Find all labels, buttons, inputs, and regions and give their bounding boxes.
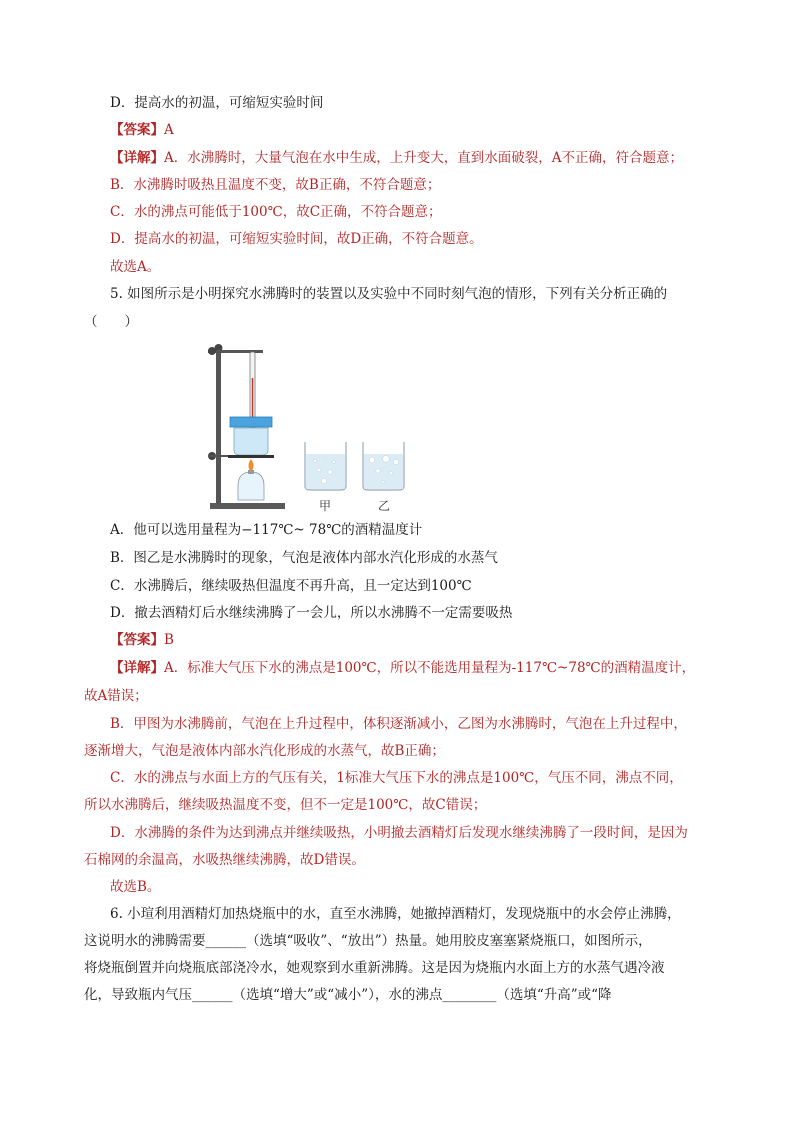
q4-detail-a <box>110 148 683 168</box>
q5-choose <box>110 877 160 897</box>
q6-stem-3 <box>84 958 665 978</box>
q5-detail-d-2-seg: 石棉网的余温高，水吸热继续沸腾，故D错误。 <box>84 852 365 868</box>
beaker <box>234 428 268 455</box>
q5-option-c-seg: C．水沸腾后，继续吸热但温度不再升高，且一定达到100℃ <box>110 578 472 594</box>
q5-option-d-seg: D．撤去酒精灯后水继续沸腾了一会儿，所以水沸腾不一定需要吸热 <box>110 605 513 621</box>
stand-base <box>210 503 285 509</box>
q5-detail-a-1 <box>110 658 695 678</box>
q5-choose-seg: 故选B。 <box>110 879 161 895</box>
q5-detail-c-1 <box>110 768 683 788</box>
q4-choose <box>110 257 160 277</box>
q5-option-d <box>110 603 512 623</box>
q4-answer-seg: 【答案】 <box>110 122 164 138</box>
q5-detail-b-1-seg: B．甲图为水沸腾前，气泡在上升过程中，体积逐渐减小，乙图为水沸腾时，气泡在上升过程中， <box>110 716 687 732</box>
q4-answer-seg: A <box>164 122 174 138</box>
q5-option-b-seg: B．图乙是水沸腾时的现象，气泡是液体内部水汽化形成的水蒸气 <box>110 550 498 566</box>
q4-detail-c-seg: C．水的沸点可能低于100℃，故C正确，不符合题意； <box>110 204 442 220</box>
q5-option-b <box>110 548 498 568</box>
q6-stem-2 <box>84 931 652 951</box>
q5-detail-a-2 <box>84 686 148 706</box>
q5-detail-c-2-seg: 所以水沸腾后，继续吸热温度不变，但不一定是100℃，故C错误； <box>84 797 487 813</box>
q5-answer <box>110 630 174 650</box>
stand-pole <box>216 346 221 504</box>
q5-detail-b-2-seg: 逐渐增大，气泡是液体内部水汽化形成的水蒸气，故B正确； <box>84 743 445 759</box>
q6-stem-4 <box>84 985 612 1005</box>
q5-detail-d-1-seg: D．水沸腾的条件为达到沸点并继续吸热，小明撤去酒精灯后发现水继续沸腾了一段时间，是因为 <box>110 825 688 841</box>
q5-detail-a-1-seg: 【详解】 <box>110 660 164 676</box>
q4-choose-seg: 故选A。 <box>110 259 161 275</box>
q4-detail-b <box>110 175 440 195</box>
experiment-figure <box>200 338 430 518</box>
q6-stem-4-seg: 化，导致瓶内气压______（选填“增大”或“减小”），水的沸点________（选填“升高”或“降 <box>84 987 612 1003</box>
lid <box>230 417 272 427</box>
q4-answer <box>110 120 174 140</box>
q5-detail-a-1-seg: A．标准大气压下水的沸点是100℃，所以不能选用量程为-117℃~78℃的酒精温度计， <box>164 660 696 676</box>
q5-stem-1-seg: 5. 如图所示是小明探究水沸腾时的装置以及实验中不同时刻气泡的情形，下列有关分析正确的 <box>110 286 668 302</box>
q5-detail-c-2 <box>84 795 486 815</box>
q4-detail-a-seg: A．水沸腾时，大量气泡在水中生成，上升变大，直到水面破裂，A不正确，符合题意； <box>164 150 683 166</box>
q4-detail-b-seg: B．水沸腾时吸热且温度不变，故B正确，不符合题意； <box>110 177 441 193</box>
q5-stem-2-seg: （ ） <box>84 314 138 330</box>
q6-stem-1 <box>110 904 681 924</box>
q6-stem-1-seg: 6. 小瑄利用酒精灯加热烧瓶中的水，直至水沸腾，她撤掉酒精灯，发现烧瓶中的水会停止沸腾， <box>110 906 681 922</box>
q5-detail-d-2 <box>84 850 365 870</box>
beaker-jia <box>305 442 346 490</box>
q4-option-d <box>110 93 323 113</box>
alcohol-lamp <box>238 472 264 500</box>
q5-answer-seg: 【答案】 <box>110 632 164 648</box>
q5-detail-d-1 <box>110 823 688 843</box>
q5-detail-a-2-seg: 故A错误； <box>84 688 148 704</box>
q4-detail-a-seg: 【详解】 <box>110 150 164 166</box>
q5-detail-b-1 <box>110 714 687 734</box>
label-jia: 甲 <box>319 499 332 513</box>
q4-detail-c <box>110 202 442 222</box>
q4-detail-d <box>110 229 483 249</box>
q5-stem-2 <box>84 312 138 332</box>
label-yi: 乙 <box>378 499 391 513</box>
q4-detail-d-seg: D．提高水的初温，可缩短实验时间，故D正确，不符合题意。 <box>110 231 483 247</box>
q5-detail-c-1-seg: C．水的沸点与水面上方的气压有关，1标准大气压下水的沸点是100℃，气压不同，沸点不同， <box>110 770 683 786</box>
q5-option-c <box>110 576 472 596</box>
q5-option-a-seg: A．他可以选用量程为−117℃~ 78℃的酒精温度计 <box>110 522 423 538</box>
q5-answer-seg: B <box>164 632 174 648</box>
q6-stem-2-seg: 这说明水的沸腾需要______（选填“吸收”、“放出”）热量。她用胶皮塞塞紧烧瓶口，如图所示， <box>84 933 652 949</box>
q5-option-a <box>110 520 422 540</box>
q6-stem-3-seg: 将烧瓶倒置并向烧瓶底部浇冷水，她观察到水重新沸腾。这是因为烧瓶内水面上方的水蒸气遇冷液 <box>84 960 665 976</box>
beaker-yi <box>363 442 404 490</box>
q5-detail-b-2 <box>84 741 445 761</box>
q5-stem-1 <box>110 284 667 304</box>
q4-option-d-seg: D．提高水的初温，可缩短实验时间 <box>110 95 324 111</box>
